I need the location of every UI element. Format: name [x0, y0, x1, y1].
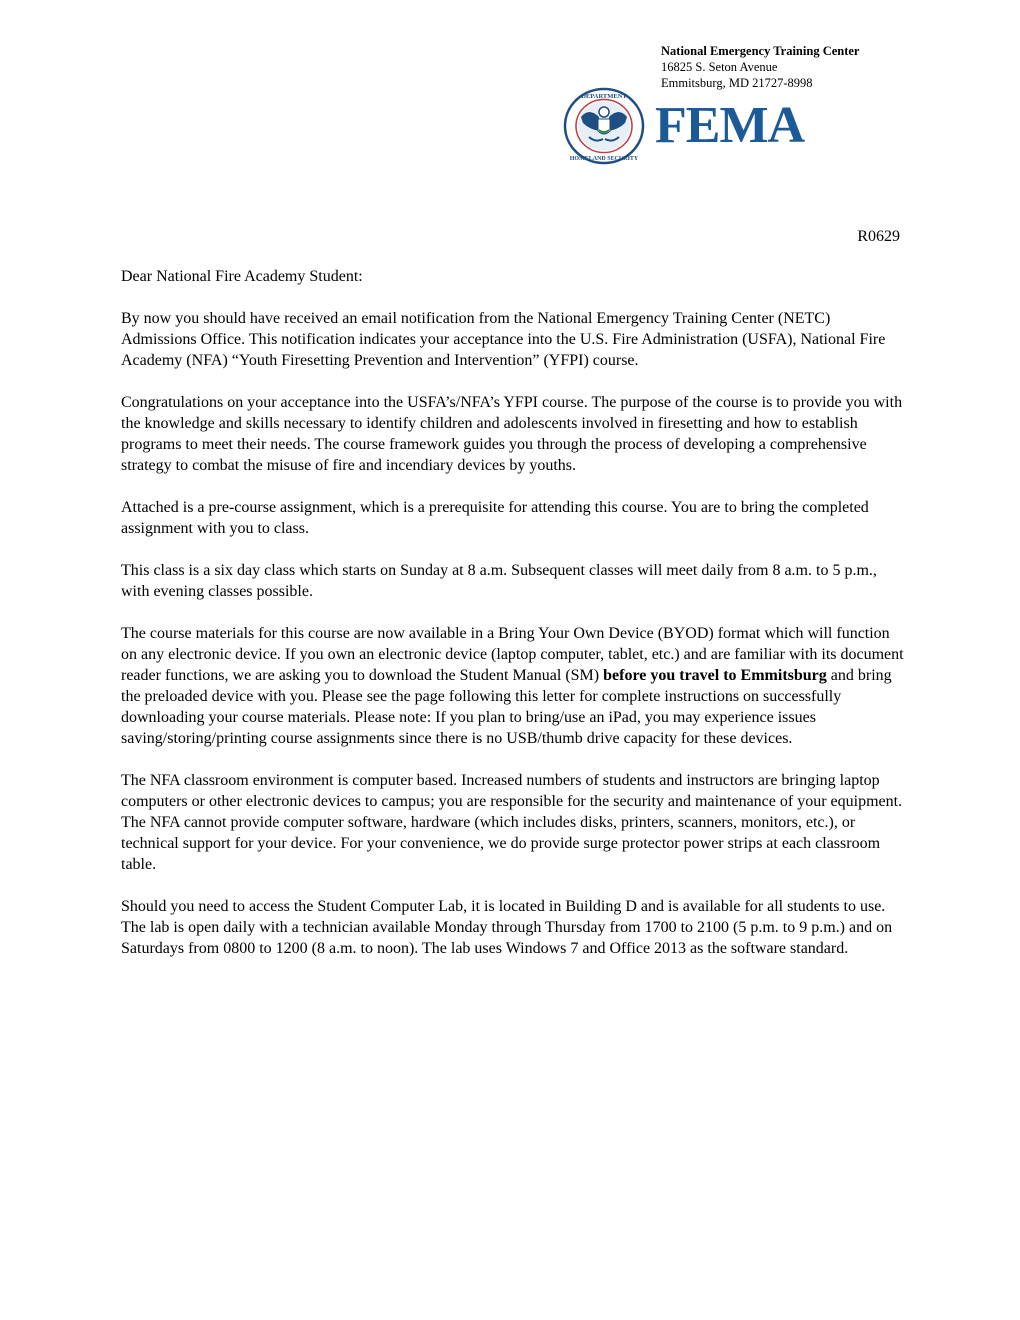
dhs-seal-icon	[563, 87, 645, 165]
byod-emphasis: before you travel to Emmitsburg	[603, 667, 827, 684]
letter-body	[121, 266, 906, 980]
byod-text-before: The course materials for this course are now available in a Bring Your Own Device (BYOD) format which will function on any electronic device. If you own an electronic device (laptop computer, tablet, etc.) and are familiar with its document reader functions, we are asking you to download the Student Manual (SM)	[121, 625, 904, 684]
svg-text:HOMELAND SECURITY: HOMELAND SECURITY	[569, 156, 639, 162]
fema-logo: FEMA	[655, 97, 805, 154]
paragraph-class-schedule: This class is a six day class which starts on Sunday at 8 a.m. Subsequent classes will meet daily from 8 a.m. to 5 p.m., with evening classes possible.	[121, 562, 877, 600]
paragraph-computer-lab: Should you need to access the Student Computer Lab, it is located in Building D and is available for all students to use. The lab is open daily with a technician available Monday through Thursday from 1700 to 2100 (5 p.m. to 9 p.m.) and on Saturdays from 0800 to 1200 (8 a.m. to noon). The lab uses Windows 7 and Office 2013 as the software standard.	[121, 898, 893, 957]
paragraph-classroom-environment: The NFA classroom environment is computer based. Increased numbers of students and instructors are bringing laptop computers or other electronic devices to campus; you are responsible for the security and maintenance of your equipment. The NFA cannot provide computer software, hardware (which includes disks, printers, scanners, monitors, etc.), or technical support for your device. For your convenience, we do provide surge protector power strips at each classroom table.	[121, 772, 903, 873]
paragraph-congratulations: Congratulations on your acceptance into the USFA’s/NFA’s YFPI course. The purpose of the course is to provide you with the knowledge and skills necessary to identify children and adolescents involved in firesetting and how to establish programs to meet their needs. The course framework guides you through the process of developing a comprehensive strategy to combat the misuse of fire and incendiary devices by youths.	[121, 394, 903, 474]
reference-number: R0629	[857, 228, 900, 245]
byod-text-after: and bring the preloaded device with you. Please see the page following this letter for complete instructions on successfully downloading your course materials. Please note: If you plan to bring/use an iPad, you may experience issues saving/storing/printing course assignments since there is no USB/thumb drive capacity for these devices.	[121, 667, 892, 747]
paragraph-acceptance-notice: By now you should have received an email notification from the National Emergency Training Center (NETC) Admissions Office. This notification indicates your acceptance into the U.S. Fire Administration (USFA), National Fire Academy (NFA) “Youth Firesetting Prevention and Intervention” (YFPI) course.	[121, 310, 886, 369]
paragraph-byod-materials	[121, 623, 906, 749]
organization-name: National Emergency Training Center	[661, 44, 860, 58]
street-address: 16825 S. Seton Avenue	[661, 60, 778, 74]
city-state-zip: Emmitsburg, MD 21727-8998	[661, 76, 813, 90]
paragraph-pre-course-assignment: Attached is a pre-course assignment, which is a prerequisite for attending this course. You are to bring the completed assignment with you to class.	[121, 499, 869, 537]
svg-text:DEPARTMENT: DEPARTMENT	[581, 93, 627, 100]
return-address	[661, 43, 859, 91]
salutation: Dear National Fire Academy Student:	[121, 268, 363, 285]
